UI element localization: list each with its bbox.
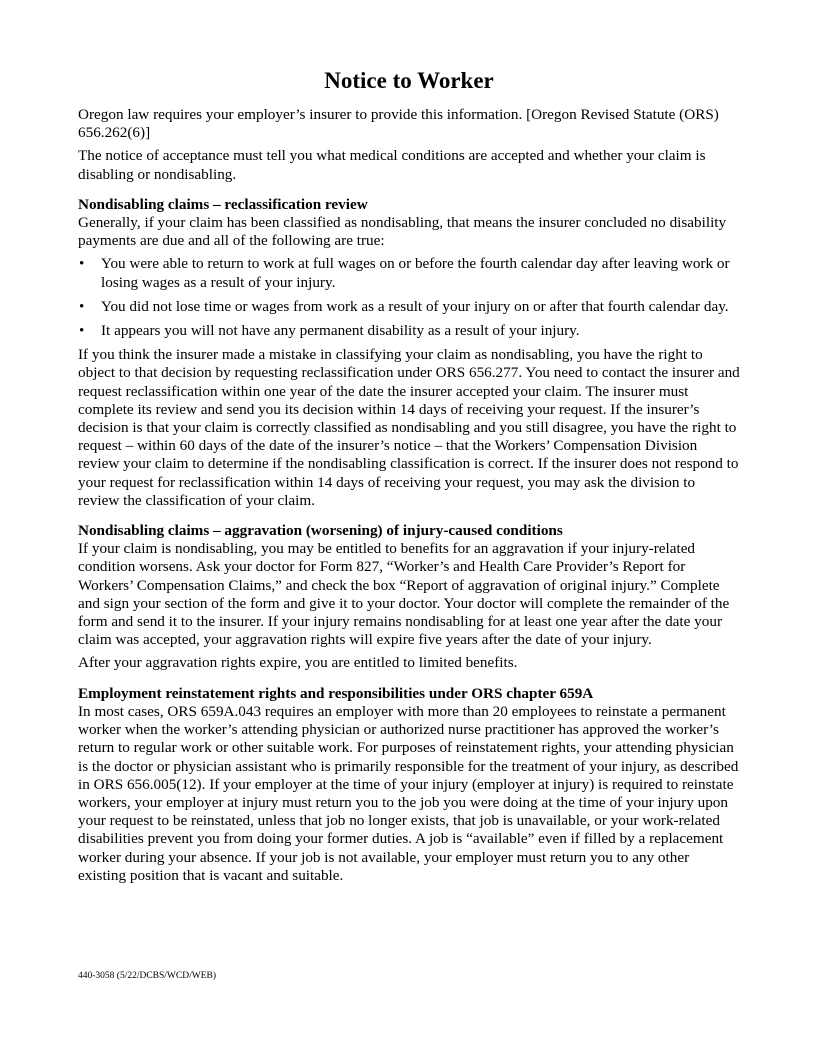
list-item-text: You were able to return to work at full wages on or before the fourth calendar day after leaving work or losing wages as a result of your injury. [101, 255, 730, 291]
section-reinstatement [78, 685, 740, 885]
document-page [78, 66, 740, 890]
section-heading: Employment reinstatement rights and responsibilities under ORS chapter 659A [78, 684, 594, 702]
section-lead: Generally, if your claim has been classified as nondisabling, that means the insurer concluded no disability payments are due and all of the following are true: [78, 214, 727, 250]
section-reclassification [78, 196, 740, 510]
bullet-list [78, 255, 740, 340]
bullet-icon: • [79, 322, 85, 340]
list-item-text: You did not lose time or wages from work as a result of your injury on or after that fourth calendar day. [101, 297, 729, 315]
document-title: Notice to Worker [324, 68, 494, 93]
list-item [78, 298, 740, 316]
list-item [78, 322, 740, 340]
list-item-text: It appears you will not have any permanent disability as a result of your injury. [101, 322, 580, 340]
section-heading: Nondisabling claims – aggravation (worsening) of injury-caused conditions [78, 522, 563, 540]
section-paragraph: After your aggravation rights expire, you are entitled to limited benefits. [78, 654, 518, 672]
form-number-footer: 440-3058 (5/22/DCBS/WCD/WEB) [78, 971, 217, 981]
intro-paragraph-statute: Oregon law requires your employer’s insurer to provide this information. [Oregon Revised Statute (ORS) 656.262(6)] [78, 106, 719, 142]
section-lead: If your claim is nondisabling, you may be entitled to benefits for an aggravation if your injury-related condition worsens. Ask your doctor for Form 827, “Worker’s and Health Care Provider’s Report for Workers’ Compensation Claims,” and check the box “Report of aggravation of original injury.” Complete and sign your section of the form and give it to your doctor. Your doctor will complete the remainder of the form and send it to the insurer. If your injury remains nondisabling for at least one year after the date your claim was accepted, your aggravation rights will expire five years after the date of your injury. [78, 540, 730, 649]
section-lead: In most cases, ORS 659A.043 requires an employer with more than 20 employees to reinstate a permanent worker when the worker’s attending physician or authorized nurse practitioner has approved the worker’s return to regular work or other suitable work. For purposes of reinstatement rights, your attending physician is the doctor or physician assistant who is primarily responsible for the treatment of your injury, as described in ORS 656.005(12). If your employer at the time of your injury (employer at injury) is required to reinstate workers, your employer at injury must return you to the job you were doing at the time of your injury upon your request to be reinstated, unless that job no longer exists, that job is unavailable, or your work-related disabilities prevent you from doing your former duties. A job is “available” even if filled by a replacement worker during your absence. If your job is not available, your employer must return you to any other existing position that is vacant and suitable. [78, 702, 739, 884]
section-aggravation [78, 522, 740, 673]
list-item [78, 255, 740, 291]
section-paragraph: If you think the insurer made a mistake in classifying your claim as nondisabling, you have the right to object to that decision by requesting reclassification under ORS 656.277. You need to contact the insurer and request reclassification within one year of the date the insurer accepted your claim. The insurer must complete its review and send you its decision within 14 days of receiving your request. If the insurer’s decision is that your claim is correctly classified as nondisabling and you still disagree, you have the right to request – within 60 days of the date of the insurer’s notice – that the Workers’ Compensation Division review your claim to determine if the nondisabling classification is correct. If the insurer does not respond to your request for reclassification within 14 days of receiving your request, you may ask the division to review the classification of your claim. [78, 346, 740, 509]
intro-paragraph-acceptance: The notice of acceptance must tell you what medical conditions are accepted and whether your claim is disabling or nondisabling. [78, 147, 706, 183]
bullet-icon: • [79, 255, 85, 273]
section-heading: Nondisabling claims – reclassification review [78, 195, 368, 213]
bullet-icon: • [79, 297, 85, 315]
